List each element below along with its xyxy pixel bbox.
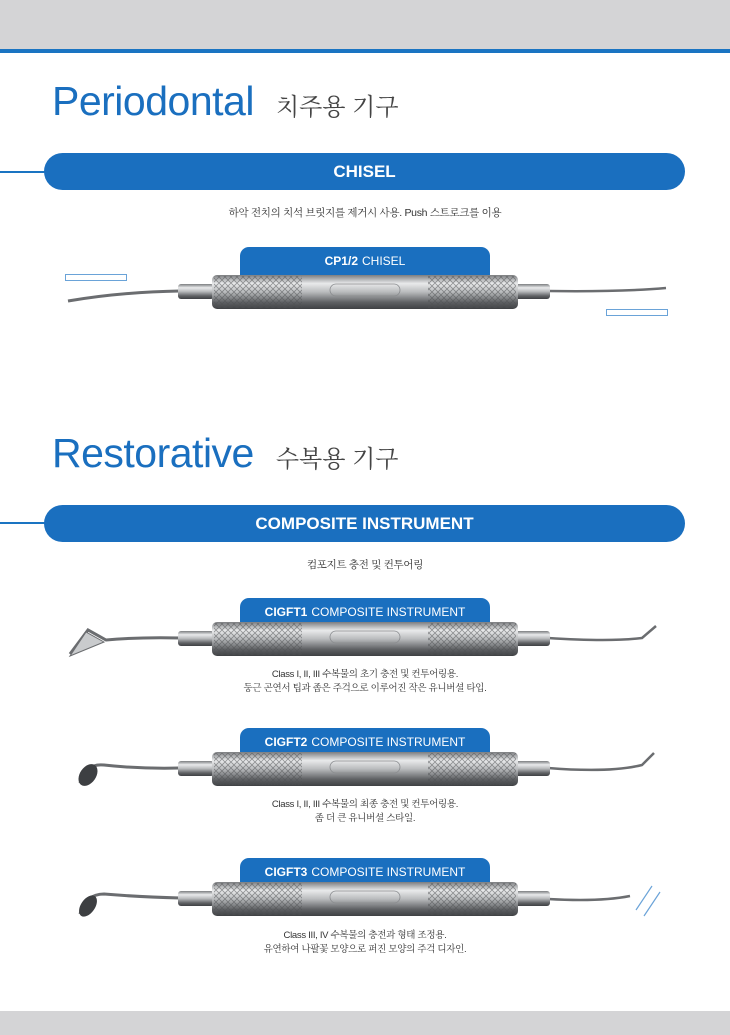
cigft1-instrument-image [0, 612, 730, 672]
cigft3-note-line2: 유연하여 나팔꽃 모양으로 퍼진 모양의 주걱 디자인. [263, 944, 467, 955]
cigft2-note-line1: Class I, II, III 수복물의 최종 충전 및 컨투어링용. [271, 799, 459, 810]
cigft3-note [0, 929, 730, 957]
top-header-bar [0, 0, 730, 49]
cp12-name: CHISEL [362, 254, 406, 268]
cigft3-note-line1: Class III, IV 수복물의 충전과 형태 조정용. [283, 930, 447, 941]
cigft1-note-line1: Class I, II, III 수복물의 초기 충전 및 컨투어링용. [271, 669, 459, 680]
cigft1-code: CIGFT1 [264, 605, 308, 619]
cp12-code: CP1/2 [324, 254, 358, 268]
cigft2-note-line2: 좀 더 큰 유니버셜 스타일. [314, 813, 416, 824]
composite-description: 컴포지트 충전 및 컨투어링 [306, 559, 424, 571]
cigft1-note [0, 668, 730, 696]
bottom-footer-bar [0, 1011, 730, 1035]
cigft3-name: COMPOSITE INSTRUMENT [311, 865, 466, 879]
cigft3-instrument-image [0, 872, 730, 932]
chisel-section-bar: CHISEL [44, 153, 685, 190]
composite-lead-line [0, 522, 46, 524]
cigft2-instrument-image [0, 741, 730, 801]
cigft2-name: COMPOSITE INSTRUMENT [311, 735, 466, 749]
cigft1-note-line2: 둥근 곤연서 팁과 좁은 주걱으로 이루어진 작은 유니버셜 타입. [243, 683, 487, 694]
cp12-chisel-image [0, 262, 730, 322]
cigft3-code: CIGFT3 [264, 865, 308, 879]
restorative-title-ko: 수복용 기구 [275, 446, 399, 473]
header-accent-line [0, 49, 730, 53]
chisel-lead-line [0, 171, 46, 173]
periodontal-title-ko: 치주용 기구 [275, 94, 399, 121]
cigft2-note [0, 798, 730, 826]
periodontal-title: Periodontal [52, 78, 254, 124]
cigft1-name: COMPOSITE INSTRUMENT [311, 605, 466, 619]
composite-section-bar: COMPOSITE INSTRUMENT [44, 505, 685, 542]
cigft2-code: CIGFT2 [264, 735, 308, 749]
restorative-title: Restorative [52, 430, 254, 476]
periodontal-heading [52, 78, 399, 125]
restorative-heading [52, 430, 398, 477]
chisel-description: 하악 전치의 치석 브릿지를 제거시 사용. Push 스트로크를 이용 [228, 207, 502, 219]
